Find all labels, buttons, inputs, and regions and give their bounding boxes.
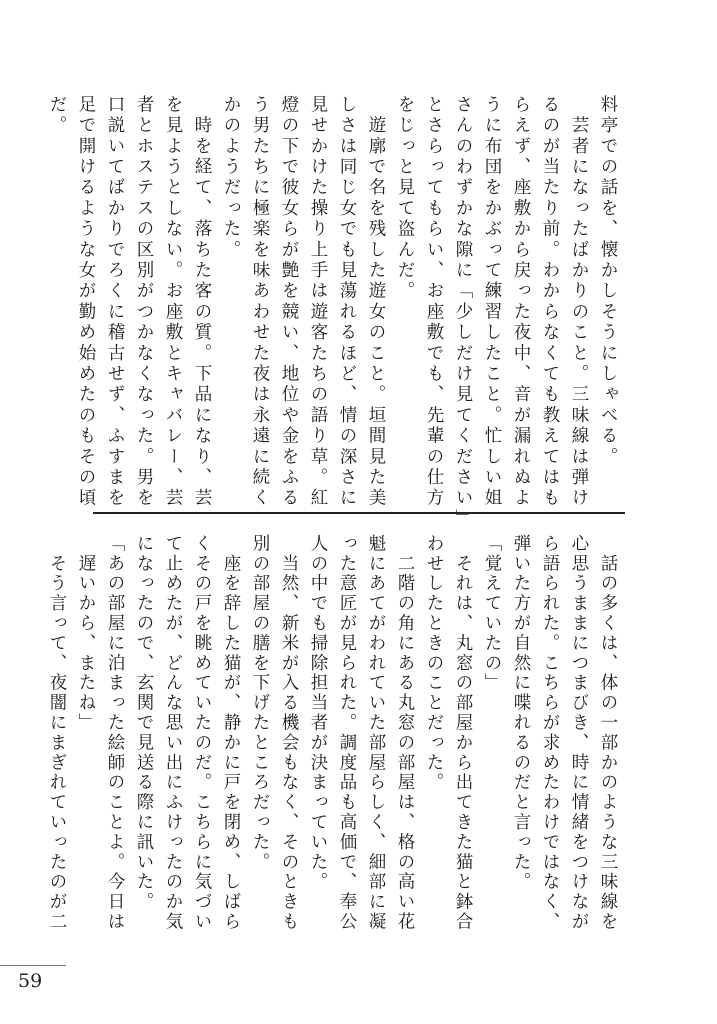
text-column: 遅いから、またね」 — [76, 534, 96, 733]
text-column: 心思うままにつまびき、時に情緒をつけなが — [569, 534, 589, 932]
upper-text-section — [42, 95, 622, 530]
text-column: 魁にあてがわれていた部屋らしく、細部に凝 — [366, 534, 386, 932]
text-column: 足で開けるような女が勤め始めたのもその頃 — [76, 95, 96, 509]
text-column: ら語られた。こちらが求めたわけではなく、 — [540, 534, 560, 932]
text-column: を見ようとしない。お座敷とキャバレー、芸 — [163, 95, 183, 509]
text-column: くその戸を眺めていたのだ。こちらに気づい — [192, 534, 212, 932]
text-column: をじっと見て盗んだ。 — [395, 95, 415, 302]
text-column: 遊廓で名を残した遊女のこと。垣間見た美 — [366, 95, 386, 509]
footer-rule — [0, 965, 66, 966]
text-column: しさは同じ女でも見蕩れるほど、情の深さに — [337, 95, 357, 509]
text-column: 当然、新米が入る機会もなく、そのときも — [279, 534, 299, 932]
text-column: 人の中でも掃除担当者が決まっていた。 — [308, 534, 328, 893]
section-divider — [93, 512, 625, 514]
text-column: 燈の下で彼女らが艶を競い、地位や金をふる — [279, 95, 299, 509]
text-column: 弾いた方が自然に喋れるのだと言った。 — [511, 534, 531, 893]
text-column: そう言って、夜闇にまぎれていったのが二 — [47, 534, 67, 932]
text-column: 見せかけた操り上手は遊客たちの語り草。紅 — [308, 95, 328, 509]
text-column: さんのわずかな隙に「少しだけ見てください」 — [453, 95, 473, 530]
text-column: った意匠が見られた。調度品も高価で、奉公 — [337, 534, 357, 932]
lower-text-section — [42, 534, 622, 930]
text-column: 時を経て、落ちた客の質。下品になり、芸 — [192, 95, 212, 509]
text-column: になったので、玄関で見送る際に訊いた。 — [134, 534, 154, 913]
text-column: 料亭での話を、懐かしそうにしゃべる。 — [598, 95, 618, 468]
text-column: 二階の角にある丸窓の部屋は、格の高い花 — [395, 534, 415, 932]
text-column: 口説いてばかりでろくに稽古せず、ふすまを — [105, 95, 125, 509]
text-column: 者とホステスの区別がつかなくなった。男を — [134, 95, 154, 509]
text-column: 「あの部屋に泊まった絵師のことよ。今日は — [105, 534, 125, 932]
text-column: て止めたが、どんな思い出にふけったのか気 — [163, 534, 183, 932]
text-column: 「覚えていたの」 — [482, 534, 502, 694]
text-column: るのが当たり前。わからなくても教えてはも — [540, 95, 560, 509]
text-column: らえず、座敷から戻った夜中、音が漏れぬよ — [511, 95, 531, 509]
text-column: だ。 — [47, 95, 67, 137]
text-column: かのようだった。 — [221, 95, 241, 261]
text-column: うに布団をかぶって練習したこと。忙しい姐 — [482, 95, 502, 509]
text-column: 別の部屋の膳を下げたところだった。 — [250, 534, 270, 873]
text-column: わせしたときのことだった。 — [424, 534, 444, 793]
text-column: とさらってもらい、お座敷でも、先輩の仕方 — [424, 95, 444, 509]
text-column: 話の多くは、体の一部かのような三味線を — [598, 534, 618, 932]
page-number: 59 — [18, 970, 43, 992]
text-column: う男たちに極楽を味あわせた夜は永遠に続く — [250, 95, 270, 509]
text-column: 芸者になったばかりのこと。三味線は弾け — [569, 95, 589, 509]
text-column: 座を辞した猫が、静かに戸を閉め、しばら — [221, 534, 241, 932]
text-column: それは、丸窓の部屋から出てきた猫と鉢合 — [453, 534, 473, 932]
